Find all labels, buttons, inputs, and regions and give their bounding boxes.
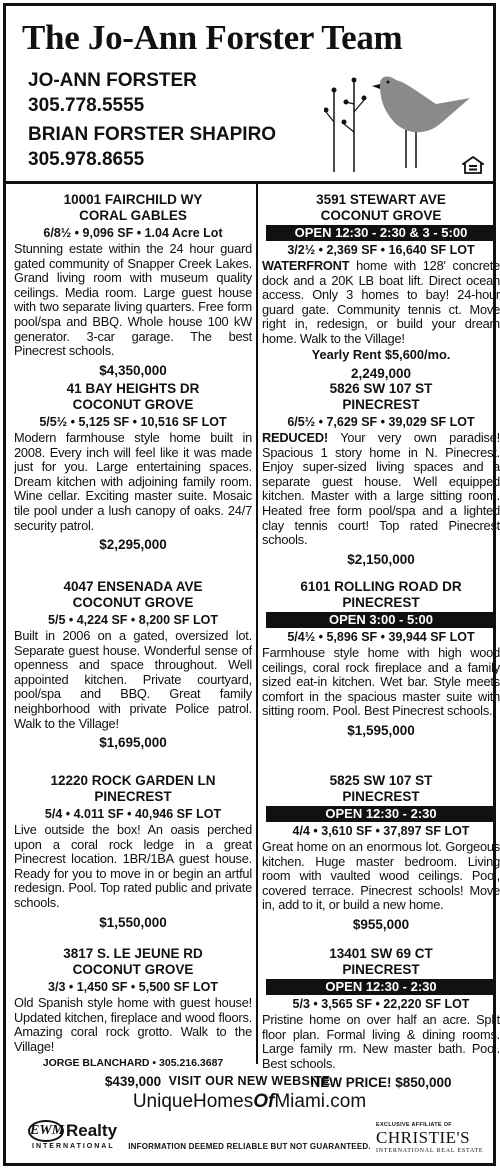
listing-specs: 5/4 • 4.011 SF • 40,946 SF LOT (44, 807, 222, 821)
listing-card (262, 381, 500, 568)
listing-specs: 6/5½ • 7,629 SF • 39,029 SF LOT (287, 415, 475, 429)
agent2-phone: 305.978.8655 (28, 149, 145, 170)
listing-lead: REDUCED! (262, 430, 328, 445)
listing-card (262, 773, 500, 933)
listing-agent-contact: JORGE BLANCHARD • 305.216.3687 (42, 1057, 224, 1070)
ewm-sub: INTERNATIONAL (32, 1143, 115, 1150)
listing-specs: 4/4 • 3,610 SF • 37,897 SF LOT (292, 824, 470, 838)
listing-specs: 5/5 • 4,224 SF • 8,200 SF LOT (48, 613, 218, 627)
listing-city: COCONUT GROVE (320, 208, 442, 223)
christies-sub: INTERNATIONAL REAL ESTATE (376, 1148, 484, 1154)
listing-price: $955,000 (352, 916, 410, 932)
listing-card (14, 579, 252, 751)
listing-specs: 3/3 • 1,450 SF • 5,500 SF LOT (48, 980, 218, 994)
column-divider (256, 184, 258, 1064)
listing-address: 10001 FAIRCHILD WY (63, 192, 203, 207)
agent1-phone: 305.778.5555 (28, 95, 145, 116)
listing-city: CORAL GABLES (79, 208, 187, 223)
listing-price: $2,150,000 (347, 551, 415, 567)
listing-description: Great home on an enormous lot. Gorgeous kitchen. Huge master bedroom. Living room with vaulted wood ceilings. Pool, covered terrace. Pinecrest schools! Move in, add to it, or build a new home. (262, 839, 500, 913)
listing-price: $1,695,000 (99, 735, 167, 751)
listing-address: 5826 SW 107 ST (329, 381, 433, 396)
listing-price: $1,550,000 (99, 914, 167, 930)
listing-address: 3591 STEWART AVE (316, 192, 446, 207)
christies-main: CHRISTIE'S (376, 1128, 471, 1147)
listing-city: PINECREST (342, 789, 420, 804)
listing-description: Pristine home on over half an acre. Split floor plan. Formal living & dining rooms. Large family rm. New master bath. Pool. Best schools. (262, 1012, 500, 1071)
open-house-banner: OPEN 12:30 - 2:30 & 3 - 5:00 (266, 225, 496, 241)
listing-description: Farmhouse style home with high wood ceilings, coral rock fireplace and a family sized eat-in kitchen. Wet bar. Style meets comfort in the spacious master suite with sitting room. Pool. Best Pinecrest schools. (262, 645, 500, 719)
listing-address: 4047 ENSENADA AVE (63, 579, 203, 594)
listing-city: COCONUT GROVE (72, 397, 194, 412)
listing-city: COCONUT GROVE (72, 962, 194, 977)
disclaimer: INFORMATION DEEMED RELIABLE BUT NOT GUARANTEED. (128, 1142, 371, 1151)
listing-price: 2,249,000 (350, 365, 412, 381)
christies-top: EXCLUSIVE AFFILIATE OF (376, 1122, 452, 1128)
listing-description: Stunning estate within the 24 hour guard gated community of Snapper Creek Lakes. Grand living room with museum quality ceilings. Media room. Large guest house with two separate living quarters. Free form pool/spa and BBQ. Whole house 100 kW generator. 3-car garage. The best Pinecrest schools. (14, 241, 252, 359)
listing-description: REDUCED! Your very own paradise! Spacious 1 story home in N. Pinecrest. Enjoy super-sized living spaces and a separate guest house. Well equipped kitchen. Master with a large sitting room. Heated free form pool/spa and a lighted clay tennis court! Top rated Pinecrest schools. (262, 430, 500, 548)
open-house-banner: OPEN 3:00 - 5:00 (266, 612, 496, 628)
listing-card (262, 579, 500, 739)
open-house-banner: OPEN 12:30 - 2:30 (266, 979, 496, 995)
listing-lead: WATERFRONT (262, 258, 350, 273)
listing-specs: 5/4½ • 5,896 SF • 39,944 SF LOT (287, 630, 475, 644)
listing-price: $2,295,000 (99, 537, 167, 553)
listing-card (262, 192, 500, 382)
listing-description: Old Spanish style home with guest house! Updated kitchen, fireplace and wood floors. Amazing coral rock grotto. Walk to the Village! (14, 995, 252, 1054)
visit-website-label: VISIT OUR NEW WEBSITE (168, 1074, 331, 1088)
website-text-of: Of (253, 1091, 275, 1112)
listing-address: 41 BAY HEIGHTS DR (66, 381, 200, 396)
listing-specs: 6/8½ • 9,096 SF • 1.04 Acre Lot (43, 226, 223, 240)
header (6, 6, 493, 184)
listing-address: 3817 S. LE JEUNE RD (63, 946, 203, 961)
listing-price: $4,350,000 (99, 362, 167, 378)
listing-city: PINECREST (342, 962, 420, 977)
listing-specs: 5/5½ • 5,125 SF • 10,516 SF LOT (39, 415, 227, 429)
team-title: The Jo-Ann Forster Team (22, 18, 403, 57)
website-text-post: Miami.com (274, 1091, 367, 1112)
website-text-pre: UniqueHomes (132, 1091, 254, 1112)
ewm-word: Realty (66, 1121, 118, 1140)
listing-city: PINECREST (342, 595, 420, 610)
listing-rent: Yearly Rent $5,600/mo. (311, 346, 451, 362)
christies-logo (376, 1122, 486, 1158)
listing-price: $439,000 (104, 1074, 162, 1090)
ad-frame (3, 3, 500, 1166)
listing-city: PINECREST (94, 789, 172, 804)
listing-address: 6101 ROLLING ROAD DR (300, 579, 462, 594)
agent2-name: BRIAN FORSTER SHAPIRO (28, 124, 277, 145)
footer (6, 1064, 493, 1166)
listing-card (14, 381, 252, 553)
listing-description: Modern farmhouse style home built in 2008. Every inch will feel like it was made just for you. Large entertaining spaces. Dream kitchen with adjoining family room. Wine cellar. Exciting master suite. Mosaic tile pool under a lush canopy of oaks. 24/7 security patrol. (14, 430, 252, 533)
listing-price: $1,595,000 (347, 722, 415, 738)
listing-price: NEW PRICE! $850,000 (310, 1075, 452, 1091)
listing-city: PINECREST (342, 397, 420, 412)
ewm-realty-logo (28, 1120, 148, 1154)
listing-specs: 3/2½ • 2,369 SF • 16,640 SF LOT (287, 243, 475, 257)
agent1-name: JO-ANN FORSTER (28, 70, 197, 91)
listing-address: 5825 SW 107 ST (329, 773, 433, 788)
listing-card (14, 192, 252, 379)
open-house-banner: OPEN 12:30 - 2:30 (266, 806, 496, 822)
listing-city: COCONUT GROVE (72, 595, 194, 610)
website-link[interactable] (6, 1091, 493, 1113)
equal-housing-icon (462, 156, 484, 174)
listing-card (14, 773, 252, 931)
listing-description: Live outside the box! An oasis perched upon a coral rock ledge in a great Pinecrest location. 1BR/1BA guest house. Ready for you to move in or begin an artful redesign. Pool. Top rated public and private schools. (14, 822, 252, 910)
bird-on-branch-illustration (324, 62, 474, 174)
ewm-mark: EWM (28, 1120, 64, 1142)
listing-description: Built in 2006 on a gated, oversized lot. Separate guest house. Wonderful sense of openness and space throughout. Well appointed kitchen. Private courtyard, pool/spa and BBQ. Great family neighborhood with private Police patrol. Walk to the Village! (14, 628, 252, 731)
listing-description: WATERFRONT home with 128' concrete dock and a 20K LB boat lift. Direct ocean access. Only 3 homes to bay! 24-hour guard gate. Community tennis ct. Move right in, redesign, or build your dream home. Walk to the Village! (262, 258, 500, 346)
listing-specs: 5/3 • 3,565 SF • 22,220 SF LOT (292, 997, 470, 1011)
listing-address: 13401 SW 69 CT (329, 946, 433, 961)
listing-address: 12220 ROCK GARDEN LN (50, 773, 216, 788)
